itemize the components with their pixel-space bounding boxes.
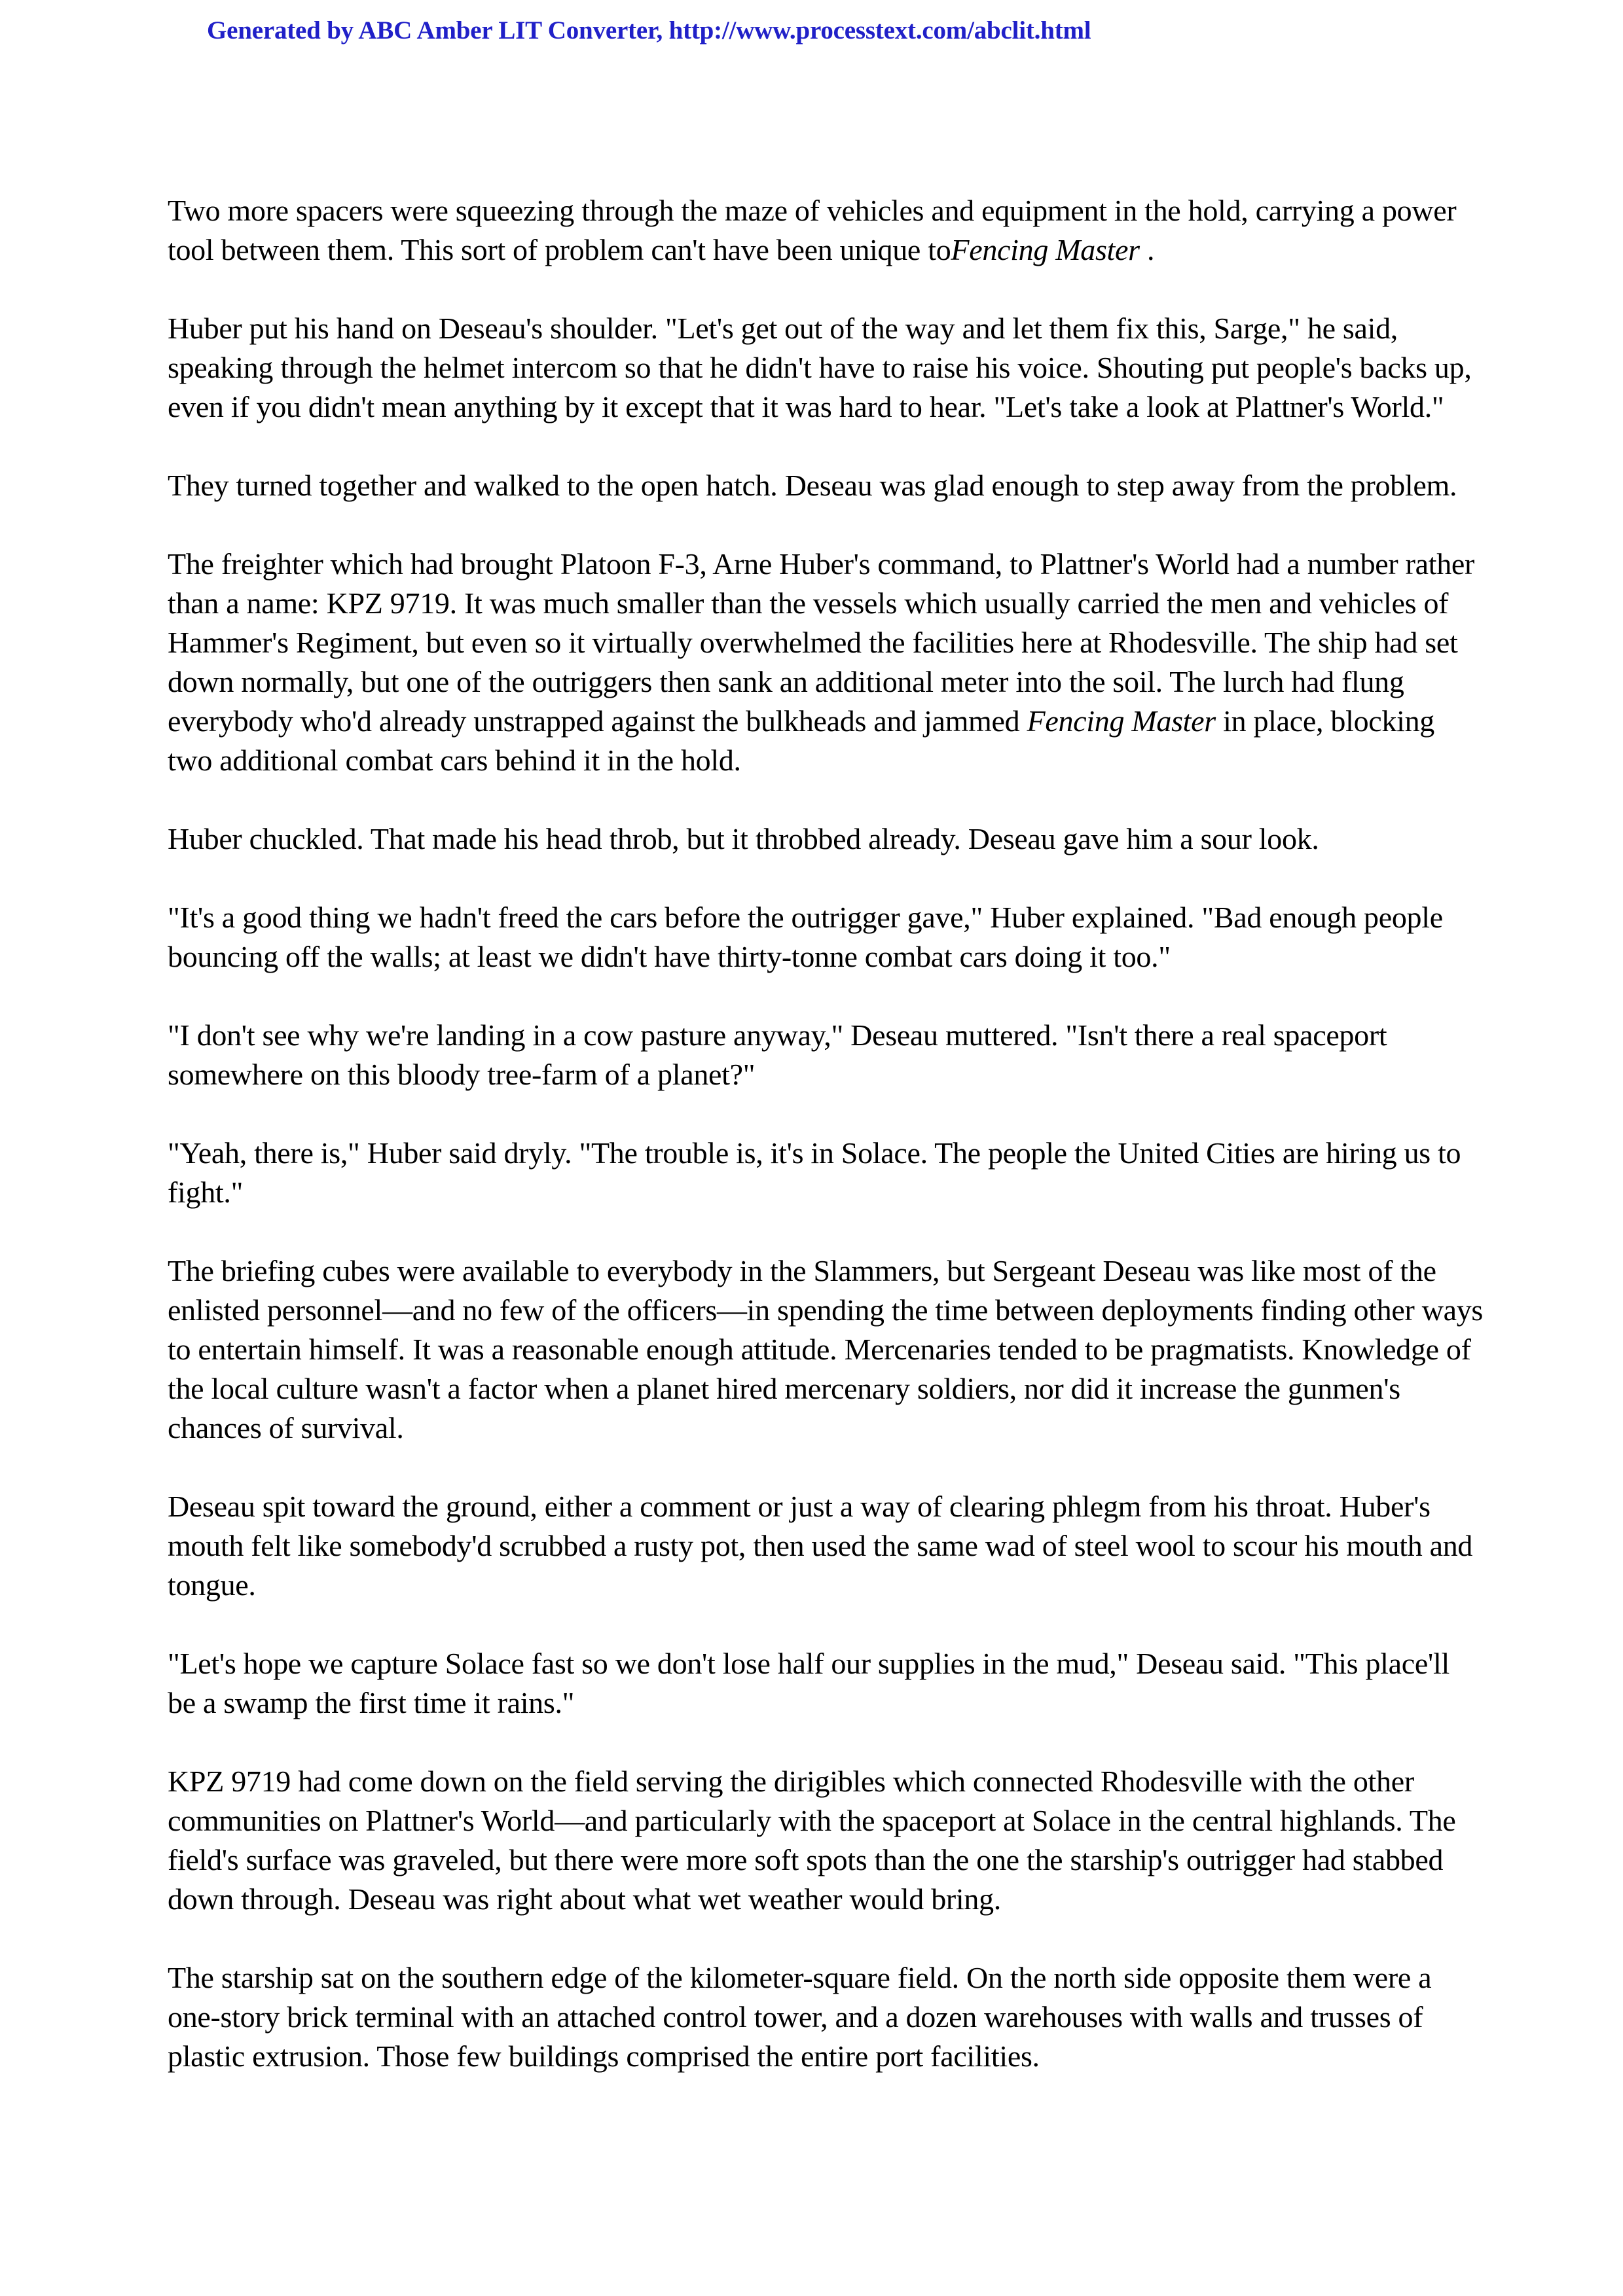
document-body [168,191,1484,2115]
paragraph-text: Deseau spit toward the ground, either a comment or just a way of clearing phlegm from his throat. Huber's mouth felt like somebody'd scrubbed a rusty pot, then used the same wad of steel wool to scour his mouth and tongue. [168,1490,1473,1602]
paragraph-10 [168,1487,1484,1605]
paragraph-text-end: in place, blocking two additional combat cars behind it in the hold. [168,704,1434,777]
paragraph-text: Huber chuckled. That made his head throb, but it throbbed already. Deseau gave him a sour look. [168,822,1319,855]
paragraph-text: "Yeah, there is," Huber said dryly. "The trouble is, it's in Solace. The people the United Cities are hiring us to fight." [168,1136,1461,1209]
generator-header: Generated by ABC Amber LIT Converter, http://www.processtext.com/abclit.html [207,16,1091,45]
paragraph-9 [168,1251,1484,1448]
paragraph-text: "It's a good thing we hadn't freed the cars before the outrigger gave," Huber explained. "Bad enough people bouncing off the walls; at least we didn't have thirty-tonne combat cars doing it too." [168,901,1443,973]
paragraph-13 [168,1958,1484,2076]
paragraph-text: The briefing cubes were available to everybody in the Slammers, but Sergeant Deseau was like most of the enlisted personnel—and no few of the officers—in spending the time between deployments finding other ways to entertain himself. It was a reasonable enough attitude. Mercenaries tended to be pragmatists. Knowledge of the local culture wasn't a factor when a planet hired mercenary soldiers, nor did it increase the gunmen's chances of survival. [168,1254,1484,1444]
paragraph-4 [168,545,1484,780]
paragraph-text: KPZ 9719 had come down on the field serving the dirigibles which connected Rhodesville with the other communities on Plattner's World—and particularly with the spaceport at Solace in the central highlands. The field's surface was graveled, but there were more soft spots than the one the starship's outrigger had stabbed down through. Deseau was right about what wet weather would bring. [168,1765,1456,1916]
paragraph-text: "Let's hope we capture Solace fast so we don't lose half our supplies in the mud," Deseau said. "This place'll be a swamp the first time it rains." [168,1647,1450,1719]
paragraph-text: The starship sat on the southern edge of the kilometer-square field. On the north side opposite them were a one-story brick terminal with an attached control tower, and a dozen warehouses with walls and trusses of plastic extrusion. Those few buildings comprised the entire port facilities. [168,1961,1432,2073]
paragraph-text: Huber put his hand on Deseau's shoulder. "Let's get out of the way and let them fix this, Sarge," he said, speaking through the helmet intercom so that he didn't have to raise his voice. Shouting put people's backs up, even if you didn't mean anything by it except that it was hard to hear. "Let's take a look at Plattner's World." [168,312,1472,423]
paragraph-text: "I don't see why we're landing in a cow pasture anyway," Deseau muttered. "Isn't there a real spaceport somewhere on this bloody tree-farm of a planet?" [168,1018,1387,1091]
paragraph-text: The freighter which had brought Platoon F-3, Arne Huber's command, to Plattner's World had a number rather than a name: KPZ 9719. It was much smaller than the vessels which usually carried the men and vehicles of Hammer's Regiment, but even so it virtually overwhelmed the facilities here at Rhodesville. The ship had set down normally, but one of the outriggers then sank an additional meter into the soil. The lurch had flung everybody who'd already unstrapped against the bulkheads and jammed [168,547,1475,738]
paragraph-7 [168,1016,1484,1094]
paragraph-text-end: . [1139,233,1155,266]
paragraph-12 [168,1762,1484,1919]
paragraph-text: Two more spacers were squeezing through the maze of vehicles and equipment in the hold, carrying a power tool between them. This sort of problem can't have been unique to [168,194,1457,266]
paragraph-6 [168,898,1484,977]
paragraph-2 [168,309,1484,427]
paragraph-1 [168,191,1484,270]
book-title: Fencing Master [951,233,1140,266]
paragraph-3 [168,466,1484,505]
paragraph-text: They turned together and walked to the open hatch. Deseau was glad enough to step away from the problem. [168,469,1457,502]
paragraph-5 [168,819,1484,859]
book-title: Fencing Master [1027,704,1216,738]
paragraph-8 [168,1134,1484,1212]
paragraph-11 [168,1644,1484,1723]
